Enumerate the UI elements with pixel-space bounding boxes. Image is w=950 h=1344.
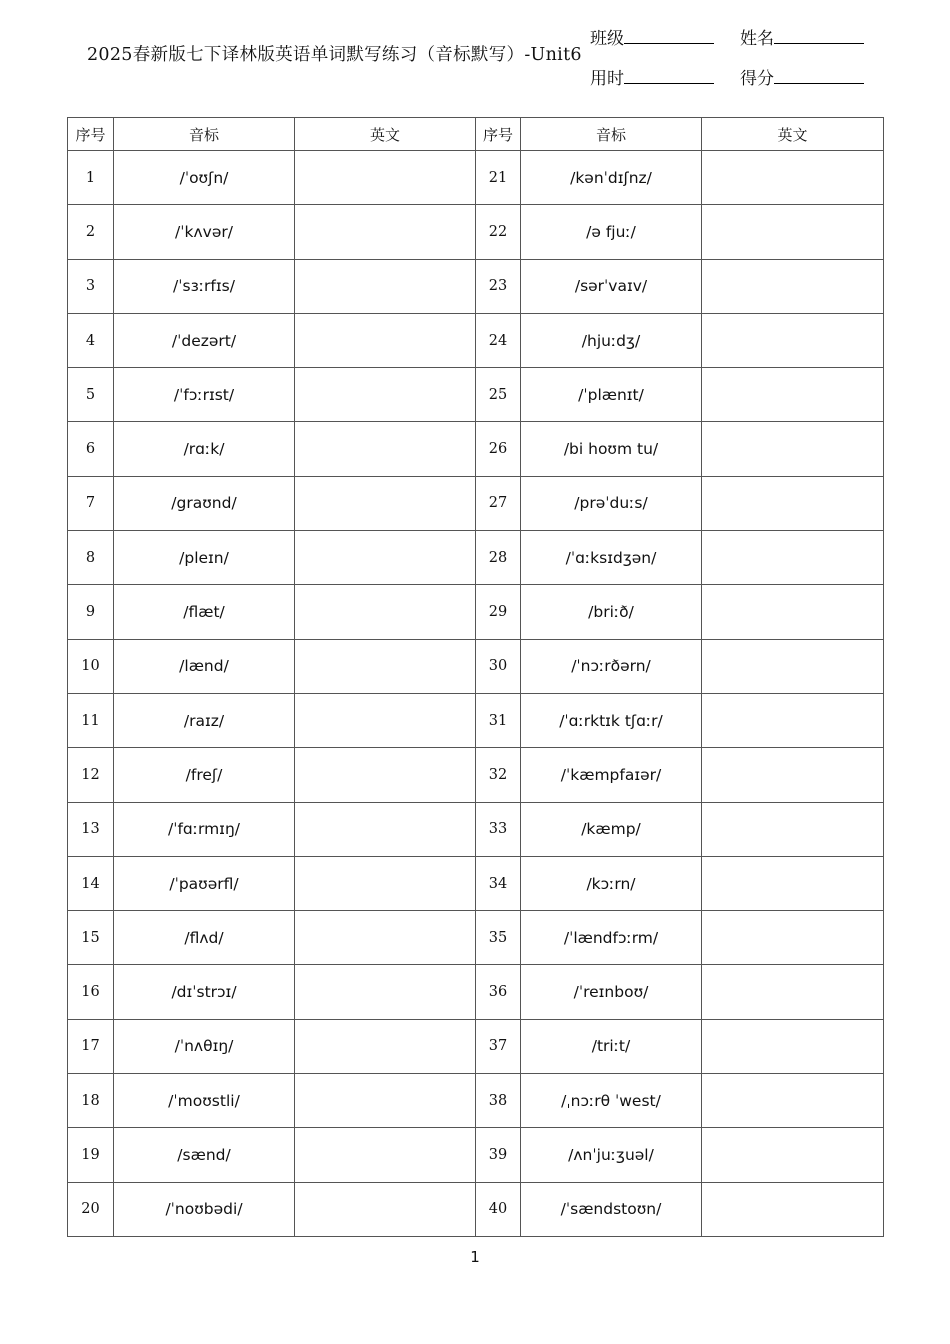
- answer-cell-right[interactable]: [702, 368, 884, 422]
- table-row: [68, 748, 884, 802]
- row-number-left: 13: [68, 802, 114, 856]
- phonetic-right: /bi hoʊm tu/: [521, 422, 702, 476]
- row-number-right: 30: [476, 639, 521, 693]
- row-number-right: 37: [476, 1019, 521, 1073]
- row-number-left: 4: [68, 313, 114, 367]
- row-number-left: 15: [68, 911, 114, 965]
- row-number-right: 35: [476, 911, 521, 965]
- phonetic-left: /ˈkʌvər/: [114, 205, 295, 259]
- answer-cell-right[interactable]: [702, 639, 884, 693]
- phonetic-right: /ˈreɪnboʊ/: [521, 965, 702, 1019]
- row-number-right: 23: [476, 259, 521, 313]
- row-number-left: 7: [68, 476, 114, 530]
- row-number-right: 24: [476, 313, 521, 367]
- answer-cell-left[interactable]: [295, 368, 476, 422]
- phonetic-left: /dɪˈstrɔɪ/: [114, 965, 295, 1019]
- name-input-line[interactable]: [774, 27, 864, 44]
- phonetic-right: /ˈnɔːrðərn/: [521, 639, 702, 693]
- table-row: [68, 965, 884, 1019]
- header-phonetic-right: 音标: [521, 118, 702, 151]
- class-field: [590, 24, 714, 49]
- class-input-line[interactable]: [624, 27, 714, 44]
- answer-cell-left[interactable]: [295, 259, 476, 313]
- answer-cell-left[interactable]: [295, 693, 476, 747]
- phonetic-right: /ə fjuː/: [521, 205, 702, 259]
- answer-cell-left[interactable]: [295, 476, 476, 530]
- answer-cell-right[interactable]: [702, 205, 884, 259]
- time-label: 用时: [590, 69, 624, 89]
- row-number-right: 22: [476, 205, 521, 259]
- header-phonetic-left: 音标: [114, 118, 295, 151]
- answer-cell-right[interactable]: [702, 422, 884, 476]
- row-number-right: 26: [476, 422, 521, 476]
- answer-cell-right[interactable]: [702, 693, 884, 747]
- row-number-right: 29: [476, 585, 521, 639]
- answer-cell-left[interactable]: [295, 1182, 476, 1236]
- answer-cell-left[interactable]: [295, 151, 476, 205]
- page-number: 1: [470, 1248, 480, 1266]
- phonetic-right: /ˈlændfɔːrm/: [521, 911, 702, 965]
- phonetic-right: /prəˈduːs/: [521, 476, 702, 530]
- row-number-left: 11: [68, 693, 114, 747]
- phonetic-right: /kɔːrn/: [521, 856, 702, 910]
- answer-cell-left[interactable]: [295, 531, 476, 585]
- row-number-right: 40: [476, 1182, 521, 1236]
- table-row: [68, 693, 884, 747]
- row-number-right: 39: [476, 1128, 521, 1182]
- phonetic-right: /ʌnˈjuːʒuəl/: [521, 1128, 702, 1182]
- answer-cell-right[interactable]: [702, 531, 884, 585]
- dictation-table: [67, 117, 884, 1237]
- header-english-left: 英文: [295, 118, 476, 151]
- table-row: [68, 476, 884, 530]
- row-number-right: 32: [476, 748, 521, 802]
- row-number-left: 17: [68, 1019, 114, 1073]
- phonetic-right: /briːð/: [521, 585, 702, 639]
- table-row: [68, 1074, 884, 1128]
- answer-cell-right[interactable]: [702, 856, 884, 910]
- phonetic-right: /ˌnɔːrθ ˈwest/: [521, 1074, 702, 1128]
- phonetic-left: /freʃ/: [114, 748, 295, 802]
- row-number-left: 1: [68, 151, 114, 205]
- table-header-row: [68, 118, 884, 151]
- phonetic-right: /triːt/: [521, 1019, 702, 1073]
- row-number-left: 9: [68, 585, 114, 639]
- table-row: [68, 585, 884, 639]
- name-field: [740, 24, 864, 49]
- answer-cell-right[interactable]: [702, 476, 884, 530]
- answer-cell-left[interactable]: [295, 639, 476, 693]
- time-input-line[interactable]: [624, 67, 714, 84]
- phonetic-right: /sərˈvaɪv/: [521, 259, 702, 313]
- phonetic-right: /ˈɑːksɪdʒən/: [521, 531, 702, 585]
- phonetic-right: /ˈɑːrktɪk tʃɑːr/: [521, 693, 702, 747]
- phonetic-left: /sænd/: [114, 1128, 295, 1182]
- phonetic-right: /ˈsændstoʊn/: [521, 1182, 702, 1236]
- phonetic-left: /ˈdezərt/: [114, 313, 295, 367]
- answer-cell-right[interactable]: [702, 802, 884, 856]
- phonetic-left: /ˈsɜːrfɪs/: [114, 259, 295, 313]
- phonetic-left: /graʊnd/: [114, 476, 295, 530]
- answer-cell-right[interactable]: [702, 1019, 884, 1073]
- answer-cell-left[interactable]: [295, 911, 476, 965]
- answer-cell-right[interactable]: [702, 911, 884, 965]
- score-label: 得分: [740, 69, 774, 89]
- table-row: [68, 313, 884, 367]
- row-number-right: 34: [476, 856, 521, 910]
- phonetic-left: /flæt/: [114, 585, 295, 639]
- table-row: [68, 1182, 884, 1236]
- table-row: [68, 802, 884, 856]
- phonetic-left: /pleɪn/: [114, 531, 295, 585]
- row-number-left: 18: [68, 1074, 114, 1128]
- answer-cell-right[interactable]: [702, 1128, 884, 1182]
- row-number-right: 33: [476, 802, 521, 856]
- page-title: 2025春新版七下译林版英语单词默写练习（音标默写）-Unit6: [87, 45, 582, 65]
- phonetic-left: /ˈpaʊərfl/: [114, 856, 295, 910]
- phonetic-left: /ˈoʊʃn/: [114, 151, 295, 205]
- answer-cell-right[interactable]: [702, 585, 884, 639]
- row-number-right: 31: [476, 693, 521, 747]
- class-label: 班级: [590, 29, 624, 49]
- answer-cell-left[interactable]: [295, 585, 476, 639]
- phonetic-right: /ˈplænɪt/: [521, 368, 702, 422]
- row-number-right: 25: [476, 368, 521, 422]
- row-number-left: 5: [68, 368, 114, 422]
- table-row: [68, 422, 884, 476]
- row-number-right: 36: [476, 965, 521, 1019]
- table-row: [68, 259, 884, 313]
- phonetic-right: /hjuːdʒ/: [521, 313, 702, 367]
- score-input-line[interactable]: [774, 67, 864, 84]
- answer-cell-left[interactable]: [295, 802, 476, 856]
- table-row: [68, 368, 884, 422]
- phonetic-right: /kæmp/: [521, 802, 702, 856]
- answer-cell-right[interactable]: [702, 259, 884, 313]
- table-row: [68, 856, 884, 910]
- answer-cell-left[interactable]: [295, 965, 476, 1019]
- row-number-left: 19: [68, 1128, 114, 1182]
- row-number-left: 10: [68, 639, 114, 693]
- answer-cell-left[interactable]: [295, 748, 476, 802]
- header-number-right: 序号: [476, 118, 521, 151]
- answer-cell-left[interactable]: [295, 856, 476, 910]
- phonetic-left: /ˈnoʊbədi/: [114, 1182, 295, 1236]
- phonetic-right: /kənˈdɪʃnz/: [521, 151, 702, 205]
- answer-cell-left[interactable]: [295, 205, 476, 259]
- phonetic-right: /ˈkæmpfaɪər/: [521, 748, 702, 802]
- answer-cell-right[interactable]: [702, 1074, 884, 1128]
- row-number-right: 27: [476, 476, 521, 530]
- answer-cell-right[interactable]: [702, 965, 884, 1019]
- answer-cell-right[interactable]: [702, 748, 884, 802]
- answer-cell-left[interactable]: [295, 422, 476, 476]
- phonetic-left: /raɪz/: [114, 693, 295, 747]
- row-number-left: 16: [68, 965, 114, 1019]
- row-number-left: 3: [68, 259, 114, 313]
- answer-cell-left[interactable]: [295, 1074, 476, 1128]
- row-number-left: 20: [68, 1182, 114, 1236]
- table-row: [68, 639, 884, 693]
- row-number-left: 12: [68, 748, 114, 802]
- table-row: [68, 1128, 884, 1182]
- phonetic-left: /lænd/: [114, 639, 295, 693]
- row-number-left: 14: [68, 856, 114, 910]
- answer-cell-left[interactable]: [295, 1128, 476, 1182]
- answer-cell-left[interactable]: [295, 313, 476, 367]
- row-number-right: 21: [476, 151, 521, 205]
- time-field: [590, 64, 714, 89]
- score-field: [740, 64, 864, 89]
- answer-cell-right[interactable]: [702, 151, 884, 205]
- phonetic-left: /ˈfɑːrmɪŋ/: [114, 802, 295, 856]
- phonetic-left: /ˈnʌθɪŋ/: [114, 1019, 295, 1073]
- name-label: 姓名: [740, 29, 774, 49]
- phonetic-left: /ˈfɔːrɪst/: [114, 368, 295, 422]
- answer-cell-left[interactable]: [295, 1019, 476, 1073]
- phonetic-left: /ˈmoʊstli/: [114, 1074, 295, 1128]
- phonetic-left: /flʌd/: [114, 911, 295, 965]
- row-number-right: 28: [476, 531, 521, 585]
- table-row: [68, 205, 884, 259]
- answer-cell-right[interactable]: [702, 1182, 884, 1236]
- row-number-left: 2: [68, 205, 114, 259]
- table-row: [68, 531, 884, 585]
- header-english-right: 英文: [702, 118, 884, 151]
- row-number-left: 6: [68, 422, 114, 476]
- header-number-left: 序号: [68, 118, 114, 151]
- table-row: [68, 911, 884, 965]
- table-row: [68, 1019, 884, 1073]
- row-number-left: 8: [68, 531, 114, 585]
- row-number-right: 38: [476, 1074, 521, 1128]
- table-row: [68, 151, 884, 205]
- answer-cell-right[interactable]: [702, 313, 884, 367]
- phonetic-left: /rɑːk/: [114, 422, 295, 476]
